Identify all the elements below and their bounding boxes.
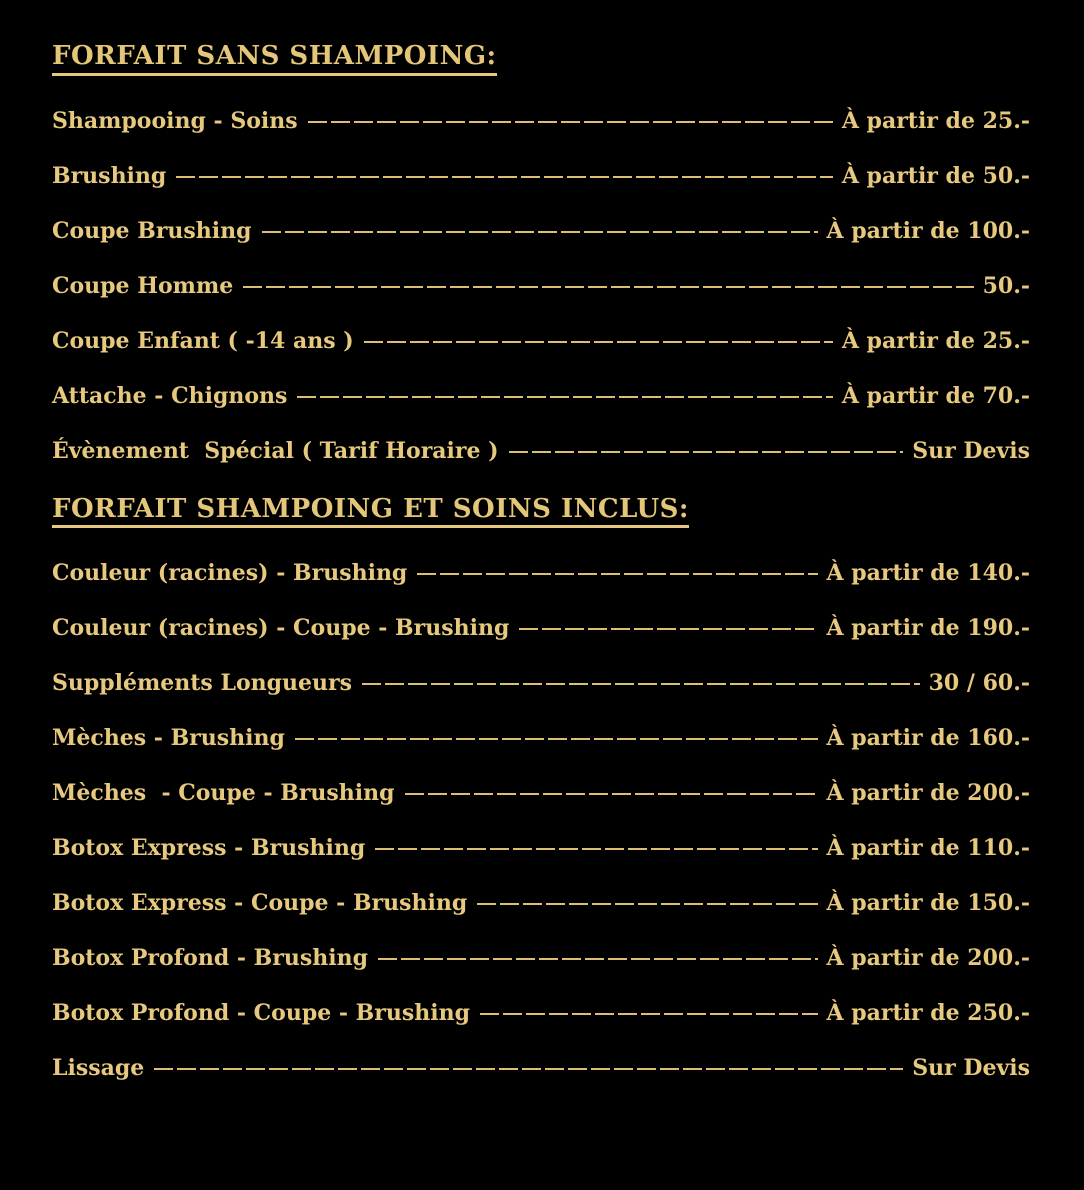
price-value: À partir de 25.- bbox=[841, 107, 1030, 134]
service-label: Évènement Spécial ( Tarif Horaire ) bbox=[52, 437, 499, 464]
price-value: À partir de 200.- bbox=[826, 945, 1030, 972]
price-row bbox=[52, 437, 1030, 464]
price-value: À partir de 190.- bbox=[826, 615, 1030, 642]
service-group bbox=[52, 725, 1030, 807]
price-row bbox=[52, 382, 1030, 409]
service-label: Coupe Homme bbox=[52, 272, 234, 299]
price-value: 50.- bbox=[982, 272, 1030, 299]
service-label: Shampooing - Soins bbox=[52, 107, 298, 134]
price-value: À partir de 200.- bbox=[826, 780, 1030, 807]
price-value: À partir de 50.- bbox=[841, 162, 1030, 189]
service-label: Couleur (racines) - Coupe - Brushing bbox=[52, 615, 510, 642]
service-label: Botox Profond - Brushing bbox=[52, 945, 368, 972]
section-heading: FORFAIT SHAMPOING ET SOINS INCLUS: bbox=[52, 495, 689, 529]
dashed-leader bbox=[297, 396, 832, 398]
price-value: À partir de 140.- bbox=[826, 560, 1030, 587]
price-value: À partir de 100.- bbox=[826, 217, 1030, 244]
price-row bbox=[52, 560, 1030, 587]
dashed-leader bbox=[509, 451, 904, 453]
service-label: Lissage bbox=[52, 1055, 145, 1082]
price-value: À partir de 150.- bbox=[826, 890, 1030, 917]
price-value: À partir de 250.- bbox=[826, 1000, 1030, 1027]
price-row bbox=[52, 725, 1030, 752]
price-value: À partir de 25.- bbox=[841, 327, 1030, 354]
price-row bbox=[52, 272, 1030, 299]
price-row bbox=[52, 162, 1030, 189]
service-label: Coupe Enfant ( -14 ans ) bbox=[52, 327, 354, 354]
dashed-leader bbox=[362, 683, 920, 685]
section-forfait-shampoing-soins-inclus bbox=[52, 495, 1030, 1080]
dashed-leader bbox=[405, 793, 818, 795]
service-group bbox=[52, 382, 1030, 464]
dashed-leader bbox=[375, 848, 817, 850]
service-label: Attache - Chignons bbox=[52, 382, 288, 409]
section-heading: FORFAIT SANS SHAMPOING: bbox=[52, 42, 497, 76]
service-label: Mèches - Coupe - Brushing bbox=[52, 780, 395, 807]
price-row bbox=[52, 1055, 1030, 1082]
dashed-leader bbox=[477, 903, 817, 905]
price-value: Sur Devis bbox=[912, 1055, 1030, 1082]
service-label: Botox Express - Coupe - Brushing bbox=[52, 890, 468, 917]
dashed-leader bbox=[262, 231, 818, 233]
service-group bbox=[52, 560, 1030, 697]
service-group bbox=[52, 107, 1030, 354]
service-label: Mèches - Brushing bbox=[52, 725, 285, 752]
section-forfait-sans-shampoing bbox=[52, 42, 1030, 462]
price-row bbox=[52, 1000, 1030, 1027]
dashed-leader bbox=[417, 573, 817, 575]
dashed-leader bbox=[295, 738, 818, 740]
price-row bbox=[52, 327, 1030, 354]
price-value: À partir de 110.- bbox=[826, 835, 1030, 862]
price-row bbox=[52, 780, 1030, 807]
price-value: À partir de 70.- bbox=[841, 382, 1030, 409]
service-label: Brushing bbox=[52, 162, 167, 189]
service-group bbox=[52, 835, 1030, 1082]
dashed-leader bbox=[519, 628, 817, 630]
price-row bbox=[52, 217, 1030, 244]
price-value: 30 / 60.- bbox=[928, 670, 1030, 697]
service-label: Botox Profond - Coupe - Brushing bbox=[52, 1000, 470, 1027]
dashed-leader bbox=[154, 1068, 903, 1070]
service-label: Coupe Brushing bbox=[52, 217, 252, 244]
dashed-leader bbox=[364, 341, 833, 343]
service-label: Suppléments Longueurs bbox=[52, 670, 352, 697]
price-row bbox=[52, 615, 1030, 642]
dashed-leader bbox=[243, 286, 973, 288]
dashed-leader bbox=[308, 121, 833, 123]
service-label: Botox Express - Brushing bbox=[52, 835, 366, 862]
price-row bbox=[52, 670, 1030, 697]
price-row bbox=[52, 835, 1030, 862]
price-value: À partir de 160.- bbox=[826, 725, 1030, 752]
price-value: Sur Devis bbox=[912, 437, 1030, 464]
dashed-leader bbox=[176, 176, 833, 178]
price-row bbox=[52, 107, 1030, 134]
dashed-leader bbox=[378, 958, 818, 960]
dashed-leader bbox=[480, 1013, 818, 1015]
price-row bbox=[52, 945, 1030, 972]
service-label: Couleur (racines) - Brushing bbox=[52, 560, 408, 587]
price-row bbox=[52, 890, 1030, 917]
